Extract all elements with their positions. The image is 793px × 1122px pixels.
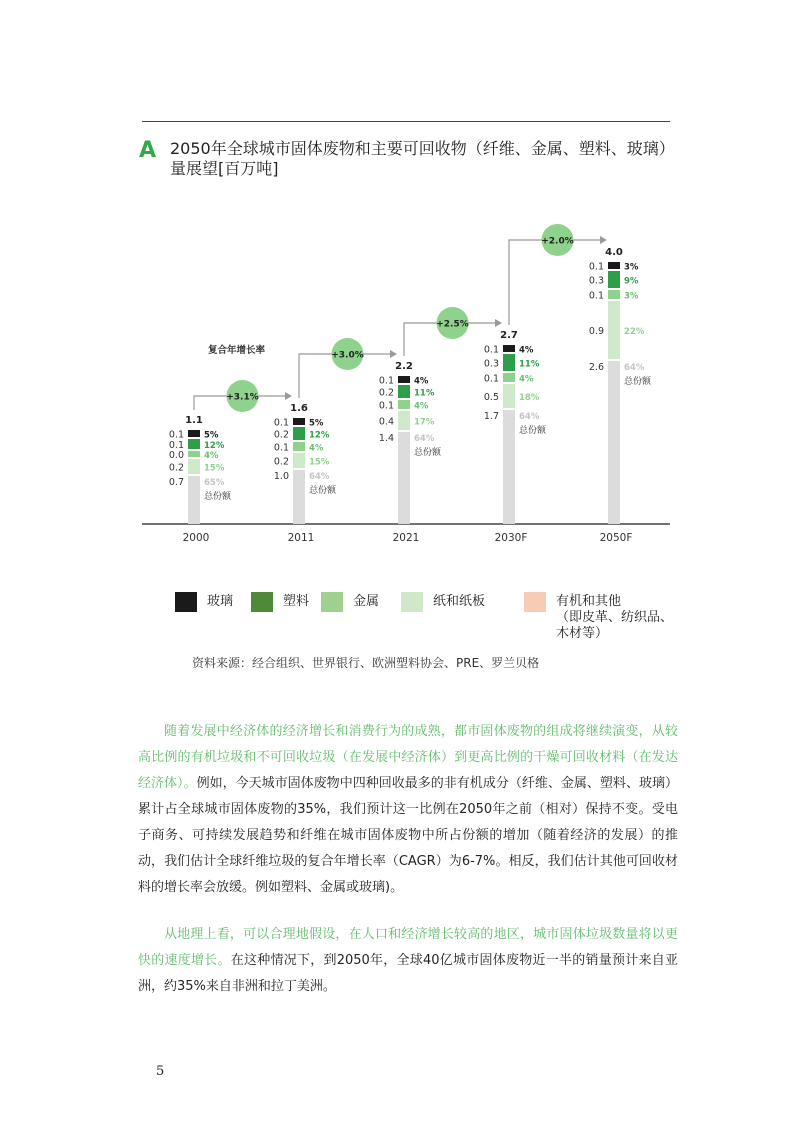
value-label: 0.7: [168, 477, 184, 488]
value-label: 0.2: [273, 429, 289, 441]
cagr-label: +3.0%: [331, 350, 364, 361]
total-share-label: 总份额: [624, 377, 652, 387]
page-number: 5: [156, 1064, 165, 1079]
bar-segment-塑料: [608, 271, 620, 288]
share-label: 3%: [624, 262, 639, 273]
share-label: 5%: [309, 418, 324, 429]
bar-segment-纸和纸板: [398, 411, 410, 430]
paragraph-2-highlight: 从地理上看，可以合理地假设，在人口和经济增长较高的地区，城市固体垃圾数量将以更快的速度增长。: [138, 927, 678, 968]
bar-segment-塑料: [503, 354, 515, 371]
value-label: 0.1: [378, 400, 394, 412]
share-label: 4%: [414, 376, 429, 387]
share-label: 4%: [204, 451, 219, 461]
legend-label: 金属: [353, 594, 380, 609]
value-label: 1.0: [273, 471, 289, 482]
cagr-title: 复合年增长率: [208, 345, 266, 356]
bar-segment-塑料: [293, 427, 305, 440]
value-label: 0.1: [168, 429, 184, 441]
value-label: 0.2: [378, 387, 394, 399]
bar-segment-金属: [503, 373, 515, 382]
share-label: 4%: [519, 345, 534, 356]
share-label: 22%: [624, 327, 645, 337]
figure-title: 2050年全球城市固体废物和主要可回收物（纤维、金属、塑料、玻璃）量展望[百万吨]: [170, 139, 675, 178]
bar-segment-塑料: [188, 439, 200, 449]
bar-segment-纸和纸板: [293, 453, 305, 468]
legend-item-plastic: [251, 592, 309, 612]
share-label: 64%: [414, 434, 435, 444]
share-label: 11%: [414, 388, 435, 399]
total-share-label: 总份额: [204, 492, 232, 502]
share-label: 18%: [519, 393, 540, 403]
legend-swatch: [175, 592, 197, 612]
arrow-head-icon: [390, 350, 397, 358]
legend-item-organic: [524, 592, 673, 642]
value-label: 0.3: [588, 275, 604, 287]
share-label: 17%: [414, 417, 435, 428]
share-label: 64%: [624, 363, 645, 373]
arrow-head-icon: [600, 236, 607, 244]
value-label: 0.0: [168, 450, 184, 461]
bar-segment-塑料: [398, 385, 410, 398]
share-label: 4%: [414, 401, 429, 412]
value-label: 0.1: [273, 417, 289, 429]
value-label: 1.4: [378, 433, 394, 444]
value-label: 0.1: [483, 373, 499, 385]
value-label: 0.1: [378, 375, 394, 387]
value-label: 0.2: [168, 462, 184, 474]
cagr-label: +3.1%: [226, 392, 259, 403]
legend-swatch: [251, 592, 273, 612]
share-label: 12%: [309, 430, 330, 441]
share-label: 11%: [519, 359, 540, 370]
share-label: 12%: [204, 441, 225, 451]
total-share-label: 总份额: [309, 486, 337, 496]
bar-segment-玻璃: [188, 430, 200, 437]
legend-swatch: [401, 592, 423, 612]
bar-segment-金属: [188, 451, 200, 457]
value-label: 0.1: [588, 290, 604, 302]
cagr-label: +2.5%: [436, 319, 469, 330]
chart-legend: [175, 592, 715, 652]
legend-label: 有机和其他 （即皮革、纺织品、 木材等）: [556, 594, 674, 641]
category-label: 2050F: [599, 532, 633, 544]
total-share-label: 总份额: [519, 426, 547, 436]
total-share-label: 总份额: [414, 448, 442, 458]
bar-segment-总份额: [293, 470, 305, 524]
value-label: 0.4: [378, 416, 394, 428]
arrow-head-icon: [495, 319, 502, 327]
value-label: 0.1: [588, 261, 604, 273]
total-value-label: 2.7: [500, 330, 518, 341]
bar-segment-金属: [293, 442, 305, 451]
value-label: 0.2: [273, 456, 289, 468]
value-label: 0.5: [483, 392, 499, 403]
value-label: 1.7: [483, 411, 499, 422]
total-value-label: 1.1: [185, 415, 203, 426]
value-label: 0.1: [168, 440, 184, 451]
bar-segment-总份额: [503, 410, 515, 524]
legend-item-metal: [321, 592, 379, 612]
bar-segment-玻璃: [293, 418, 305, 425]
share-label: 64%: [519, 412, 540, 422]
bar-segment-总份额: [398, 432, 410, 524]
legend-label: 塑料: [283, 594, 310, 609]
share-label: 9%: [624, 276, 639, 287]
category-label: 2021: [392, 532, 420, 544]
total-value-label: 4.0: [605, 247, 623, 258]
legend-swatch: [524, 592, 546, 612]
bar-segment-玻璃: [398, 376, 410, 383]
legend-label: 玻璃: [207, 594, 234, 609]
total-value-label: 2.2: [395, 361, 413, 372]
paragraph-1-text: 例如，今天城市固体废物中四种回收最多的非有机成分（纤维、金属、塑料、玻璃）累计占全球城市固体废物的35%，我们预计这一比例在2050年之前（相对）保持不变。受电子商务、可持续发展趋势和纤维在城市固体废物中所占份额的增加（随着经济的发展）的推动，我们估计全球纤维垃圾的复合年增长率（CAGR）为6-7%。相反，我们估计其他可回收材料的增长率会放缓。例如塑料、金属或玻璃)。: [138, 776, 678, 895]
source-note: 资料来源：经合组织、世界银行、欧洲塑料协会、PRE、罗兰贝格: [192, 656, 540, 670]
share-label: 4%: [309, 443, 324, 454]
figure-letter: A: [139, 138, 157, 163]
value-label: 0.9: [588, 326, 604, 337]
share-label: 65%: [204, 478, 225, 488]
cagr-label: +2.0%: [541, 236, 574, 247]
bar-segment-金属: [608, 290, 620, 299]
value-label: 0.1: [483, 344, 499, 356]
bar-segment-纸和纸板: [608, 301, 620, 359]
bar-segment-玻璃: [608, 262, 620, 269]
bar-segment-玻璃: [503, 345, 515, 352]
bar-segment-金属: [398, 400, 410, 409]
paragraph-2: [138, 922, 678, 1000]
bar-segment-纸和纸板: [503, 384, 515, 408]
category-label: 2030F: [494, 532, 528, 544]
total-value-label: 1.6: [290, 403, 308, 414]
share-label: 15%: [309, 457, 330, 468]
paragraph-1: [138, 719, 678, 901]
waste-outlook-chart: [0, 0, 793, 560]
share-label: 3%: [624, 291, 639, 302]
paragraph-2-text: 在这种情况下，到2050年，全球40亿城市固体废物近一半的销量预计来自亚洲，约35%来自非洲和拉丁美洲。: [138, 953, 678, 994]
value-label: 2.6: [588, 362, 604, 373]
bar-segment-总份额: [608, 361, 620, 524]
share-label: 4%: [519, 374, 534, 385]
value-label: 0.1: [273, 442, 289, 454]
share-label: 5%: [204, 430, 219, 441]
legend-swatch: [321, 592, 343, 612]
arrow-head-icon: [285, 392, 292, 400]
category-label: 2000: [182, 532, 210, 544]
bar-segment-总份额: [188, 476, 200, 524]
value-label: 0.3: [483, 358, 499, 370]
share-label: 15%: [204, 463, 225, 474]
paragraph-1-highlight: 随着发展中经济体的经济增长和消费行为的成熟，都市固体废物的组成将继续演变，从较高比例的有机垃圾和不可回收垃圾（在发展中经济体）到更高比例的干燥可回收材料（在发达经济体）。: [138, 724, 678, 791]
bar-segment-纸和纸板: [188, 459, 200, 474]
legend-item-glass: [175, 592, 233, 612]
legend-item-paper: [401, 592, 485, 612]
category-label: 2011: [287, 532, 315, 544]
share-label: 64%: [309, 472, 330, 482]
legend-label: 纸和纸板: [433, 594, 486, 609]
